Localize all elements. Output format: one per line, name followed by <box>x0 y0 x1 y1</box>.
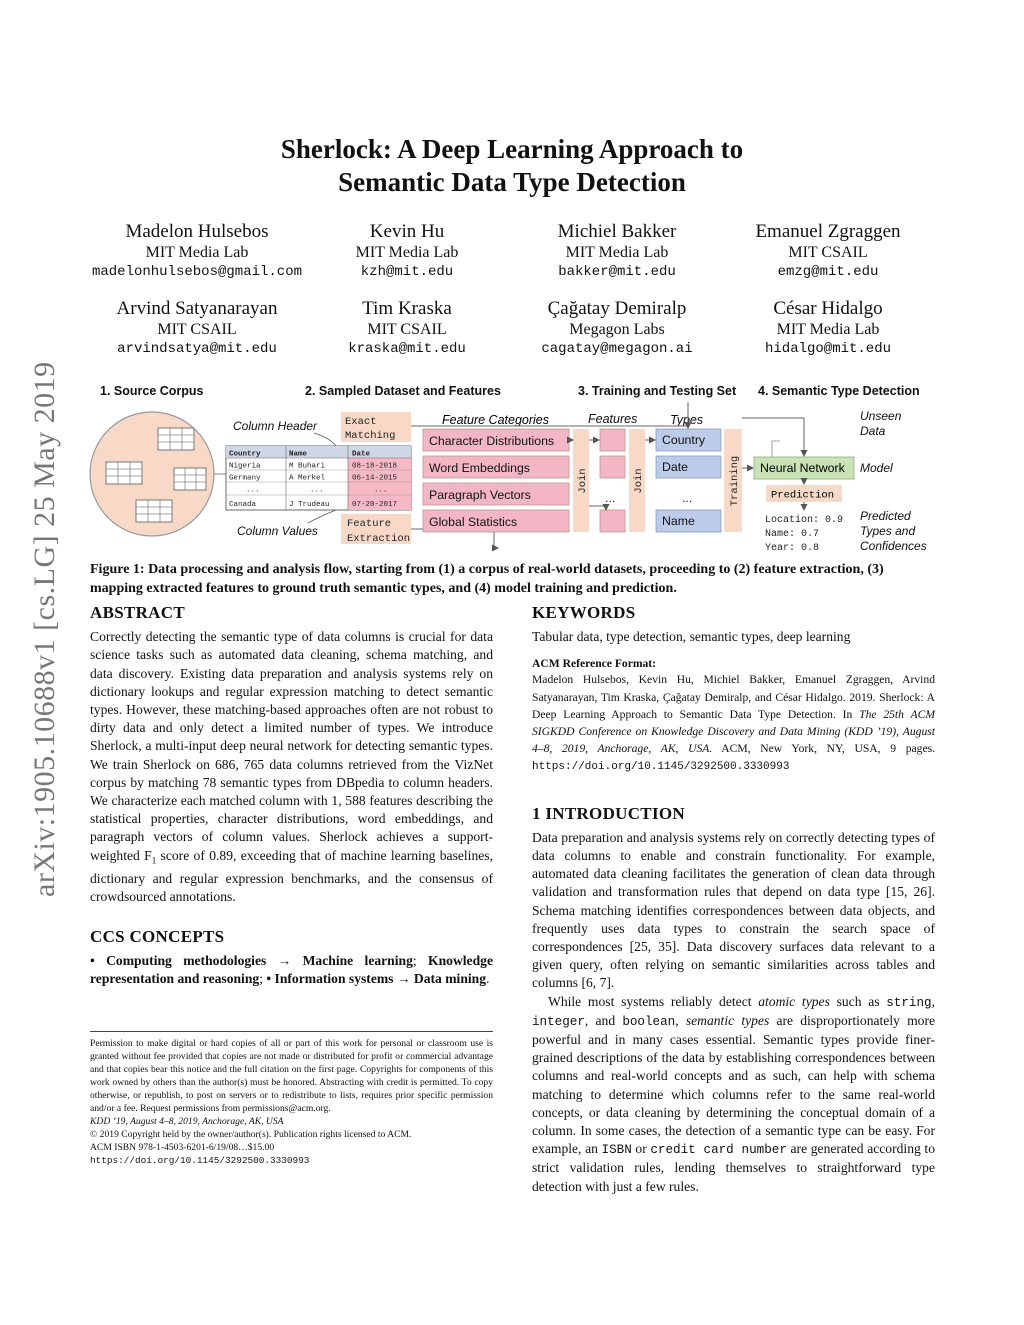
doi-link[interactable]: https://doi.org/10.1145/3292500.3330993 <box>90 1155 310 1166</box>
author-email[interactable]: bakker@mit.edu <box>558 264 676 280</box>
category-word-embeddings: Word Embeddings <box>429 461 530 475</box>
intro-text: are generated according to strict validation rules, lending themselves to straightforward type detection with just a few rules. <box>532 1141 936 1194</box>
stage-3-label: 3. Training and Testing Set <box>578 384 737 398</box>
column-values-label: Column Values <box>237 524 318 538</box>
author-name: Arvind Satyanarayan <box>116 298 278 319</box>
abstract-body <box>90 628 493 906</box>
footnote-divider <box>90 1031 493 1032</box>
stage-1-label: 1. Source Corpus <box>100 384 204 398</box>
prediction-label: Prediction <box>771 489 835 502</box>
intro-text: , and <box>584 1012 623 1028</box>
column-header-label: Column Header <box>233 419 318 433</box>
table-header-country: Country <box>229 450 261 459</box>
unseen-connector <box>742 418 804 428</box>
intro-text: are disproportionately more powerful and in many cases essential. Semantic types provide finer-grained descriptions of the data by establishing correspondences between columns and real-world concepts and as such, can help with schema matching to determine which columns refer to the same real-world concepts, or data cleaning by determining the conceptual domain of a column. In some cases, the detection of a semantic type can be easy. For example, an <box>532 1012 936 1157</box>
sample-table <box>226 446 411 510</box>
table-cell: Germany <box>229 474 261 483</box>
keywords-heading: KEYWORDS <box>532 603 636 622</box>
acm-ref-venue: The 25th ACM SIGKDD Conference on Knowledge Discovery and Data Mining (KDD ’19), August 4–8, 2019, Anchorage, AK, USA. <box>532 707 936 756</box>
ccs-item: Machine learning <box>302 953 413 969</box>
author-block <box>507 297 727 359</box>
table-header-name: Name <box>289 450 308 459</box>
author-email[interactable]: hidalgo@mit.edu <box>764 341 892 357</box>
ccs-item: • Information systems <box>266 971 394 987</box>
atomic-types-term: atomic types <box>758 993 830 1009</box>
author-name: César Hidalgo <box>773 298 883 319</box>
extraction-label: Extraction <box>347 533 411 545</box>
prediction-value: Name: 0.7 <box>765 529 820 540</box>
data-label: Data <box>860 424 886 438</box>
type-date: Date <box>662 460 688 474</box>
figure-pipeline-diagram <box>86 378 946 558</box>
permission-notice: Permission to make digital or hard copies of all or part of this work for personal or classroom use is granted without fee provided that copies are not made or distributed for profit or commercial advantage and that copies bear this notice and the full citation on the first page. Copyrights for components of this work owned by others than the author(s) must be honored. Abstracting with credit is permitted. To copy otherwise, or republish, to post on servers or to redistribute to lists, requires prior specific permission and/or a fee. Request permissions from permissions@acm.org. <box>90 1038 493 1114</box>
acm-ref-heading: ACM Reference Format: <box>532 657 657 671</box>
intro-text: , <box>931 993 935 1009</box>
intro-text: , <box>675 1012 686 1028</box>
code-integer: integer <box>532 1014 585 1029</box>
author-email[interactable]: kzh@mit.edu <box>360 264 454 280</box>
ccs-concepts <box>90 952 493 988</box>
arrow-icon: → <box>277 953 292 969</box>
acm-ref-doi-link[interactable]: https://doi.org/10.1145/3292500.3330993 <box>532 761 790 774</box>
nn-decoration <box>772 441 780 457</box>
matching-label: Matching <box>345 430 396 442</box>
author-block <box>297 220 517 282</box>
exact-label: Exact <box>345 416 377 428</box>
abstract-heading: ABSTRACT <box>90 603 185 622</box>
table-cell: ... <box>310 486 324 495</box>
ccs-end: . <box>486 971 490 987</box>
table-cell: M Buhari <box>289 462 326 471</box>
author-block <box>718 297 938 359</box>
left-column <box>90 604 493 989</box>
stage-2-label: 2. Sampled Dataset and Features <box>305 384 501 398</box>
right-column <box>532 604 935 1196</box>
arrow-icon: → <box>396 971 411 987</box>
footnote <box>90 1037 493 1167</box>
code-boolean: boolean <box>622 1014 676 1029</box>
abstract-text: Correctly detecting the semantic type of data columns is crucial for data science tasks such as automated data cleaning, schema matching, and data discovery. Existing data preparation and analysis systems rely on dictionary lookups and regular expression matching to detect semantic types. However, these matching-based approaches often are not robust to dirty data and only detect a limited number of types. We introduce Sherlock, a multi-input deep neural network for detecting semantic types. We train Sherlock on 686, 765 data columns retrieved from the VizNet corpus by matching 78 semantic types from DBpedia to column headers. We characterize each matched column with 1, 588 features describing the statistical properties, character distributions, word embeddings, and paragraph vectors of column values. Sherlock achieves a support-weighted F <box>90 629 493 863</box>
keywords-text: Tabular data, type detection, semantic types, deep learning <box>532 629 851 645</box>
venue-line: KDD ’19, August 4–8, 2019, Anchorage, AK, USA <box>90 1116 284 1127</box>
features-label: Features <box>588 412 638 426</box>
figure-caption: Figure 1: Data processing and analysis flow, starting from (1) a corpus of real-world datasets, proceeding to (2) feature extraction, (3) mapping extracted features to ground truth semantic types, and (4) model training and prediction. <box>90 562 884 596</box>
feature-vector <box>600 456 625 478</box>
table-cell: ... <box>246 486 260 495</box>
feature-label: Feature <box>347 518 392 530</box>
code-isbn: ISBN <box>601 1143 632 1158</box>
author-block <box>297 297 517 359</box>
table-cell: ... <box>374 486 388 495</box>
table-cell: 06-14-2015 <box>352 474 398 483</box>
author-affiliation: MIT CSAIL <box>157 321 237 338</box>
author-name: Tim Kraska <box>362 298 452 319</box>
author-block <box>87 220 307 282</box>
acm-ref-text-continued: ACM, New York, NY, USA, 9 pages. <box>712 742 935 756</box>
intro-heading: 1 INTRODUCTION <box>532 803 685 823</box>
author-name: Michiel Bakker <box>557 221 677 242</box>
author-block <box>718 220 938 282</box>
table-cell: 07-20-2017 <box>352 501 398 509</box>
author-affiliation: MIT CSAIL <box>367 321 447 338</box>
author-affiliation: MIT CSAIL <box>788 244 868 261</box>
category-paragraph-vectors: Paragraph Vectors <box>429 488 531 502</box>
ccs-item: • Computing methodologies <box>90 953 267 969</box>
types-label: Types <box>670 413 704 427</box>
author-affiliation: MIT Media Lab <box>355 244 459 261</box>
table-cell: A Merkel <box>289 474 326 483</box>
author-name: Kevin Hu <box>369 221 445 242</box>
table-header-date: Date <box>352 450 371 459</box>
author-name: Çağatay Demiralp <box>547 298 687 319</box>
intro-paragraph-2 <box>532 993 935 1196</box>
ccs-item: Knowledge representation and reasoning <box>90 953 493 987</box>
type-name: Name <box>662 514 695 528</box>
intro-paragraph-1: Data preparation and analysis systems rely on correctly detecting types of data columns to enable and constrain functionality. For example, automated data cleaning facilitates the generation of clean data through validation and transformation rules that depend on data type [15, 26]. Schema matching identifies correspondences between data objects, and frequently uses data types to constrain the search space of correspondences [25, 35]. Data discovery surfaces data relevant to a given query, often relying on semantic similarities across tables and columns [6, 7]. <box>532 829 935 991</box>
author-email[interactable]: madelonhulsebos@gmail.com <box>91 264 303 280</box>
acm-ref-body <box>532 671 935 776</box>
intro-text: While most systems reliably detect <box>548 993 759 1009</box>
ccs-separator: ; <box>259 971 263 987</box>
source-corpus-icon <box>90 412 214 536</box>
header-pointer <box>314 433 336 446</box>
stage-4-label: 4. Semantic Type Detection <box>758 384 920 398</box>
table-cell: 08-18-2018 <box>352 462 398 471</box>
abstract-text-continued: score of 0.89, exceeding that of machine learning baselines, dictionary and regular expression benchmarks, and the consensus of crowdsourced annotations. <box>90 847 493 904</box>
intro-text: or <box>631 1141 651 1157</box>
intro-text: such as <box>829 993 887 1009</box>
author-block <box>507 220 727 282</box>
f1-subscript: 1 <box>151 855 157 866</box>
code-string: string <box>886 995 932 1010</box>
category-global-statistics: Global Statistics <box>429 515 518 529</box>
unseen-label: Unseen <box>860 409 902 423</box>
predicted-label: Predicted <box>860 509 911 523</box>
table-cell: J Trudeau <box>289 501 330 509</box>
types-and-label: Types and <box>860 524 916 538</box>
table-cell: Canada <box>229 501 257 509</box>
semantic-types-term: semantic types <box>685 1012 770 1028</box>
author-email[interactable]: kraska@mit.edu <box>348 341 466 357</box>
values-pointer <box>308 510 336 523</box>
author-email[interactable]: arvindsatya@mit.edu <box>117 341 277 357</box>
confidences-label: Confidences <box>860 539 927 553</box>
author-affiliation: Megagon Labs <box>569 321 665 338</box>
join-label-1: Join <box>577 468 589 494</box>
author-affiliation: MIT Media Lab <box>776 321 880 338</box>
feature-categories-label: Feature Categories <box>442 413 550 427</box>
table-cell: Nigeria <box>229 462 261 471</box>
category-character-distributions: Character Distributions <box>429 434 555 448</box>
ccs-separator: ; <box>412 953 417 969</box>
acm-ref-text: Madelon Hulsebos, Kevin Hu, Michiel Bakker, Emanuel Zgraggen, Arvind Satyanarayan, Tim Kraska, Çağatay Demiralp, and César Hidalgo. 2019. Sherlock: A Deep Learning Approach to Semantic Data Type Detection. In <box>532 673 935 721</box>
model-label: Model <box>860 461 893 475</box>
prediction-value: Location: 0.9 <box>765 515 844 526</box>
code-credit-card-number: credit card number <box>650 1143 787 1158</box>
type-ellipsis: ... <box>682 491 693 505</box>
training-label: Training <box>729 455 741 507</box>
ccs-heading: CCS CONCEPTS <box>90 926 225 946</box>
prediction-value: Year: 0.8 <box>765 543 820 554</box>
feature-ellipsis: ... <box>605 491 616 505</box>
author-email[interactable]: emzg@mit.edu <box>777 264 879 280</box>
arxiv-identifier: arXiv:1905.10688v1 [cs.LG] 25 May 2019 <box>28 361 61 897</box>
title-line-1: Sherlock: A Deep Learning Approach to <box>280 134 744 164</box>
author-name: Emanuel Zgraggen <box>755 221 901 242</box>
copyright-line: © 2019 Copyright held by the owner/author(s). Publication rights licensed to ACM. <box>90 1129 412 1140</box>
author-email[interactable]: cagatay@megagon.ai <box>541 341 693 357</box>
isbn-line: ACM ISBN 978-1-4503-6201-6/19/08…$15.00 <box>90 1142 275 1153</box>
join-label-2: Join <box>633 468 645 494</box>
type-country: Country <box>662 433 706 447</box>
paper-title <box>0 133 1024 199</box>
author-affiliation: MIT Media Lab <box>565 244 669 261</box>
ccs-item: Data mining <box>413 971 487 987</box>
title-line-2: Semantic Data Type Detection <box>338 167 686 197</box>
feature-vector <box>600 429 625 451</box>
neural-network-label: Neural Network <box>760 461 845 475</box>
author-name: Madelon Hulsebos <box>125 221 269 242</box>
author-block <box>87 297 307 359</box>
author-affiliation: MIT Media Lab <box>145 244 249 261</box>
feature-vector <box>600 510 625 532</box>
